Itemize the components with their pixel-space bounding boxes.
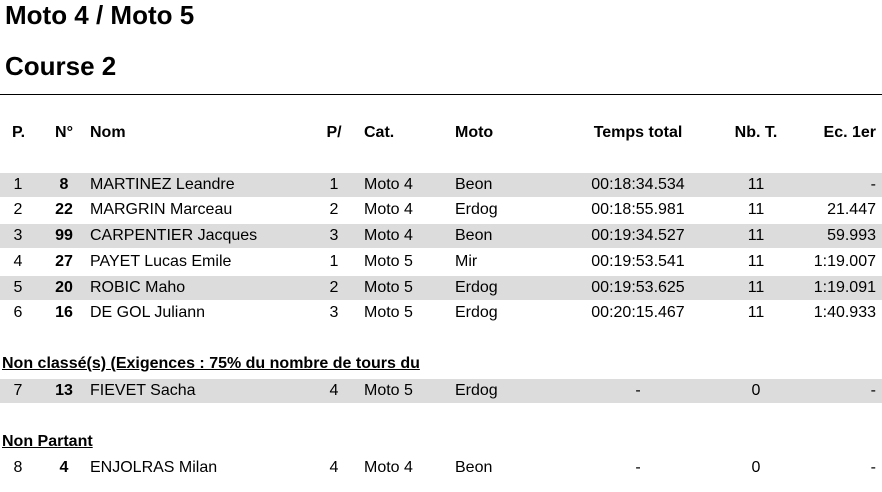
cell-temps: 00:18:34.534 <box>591 176 685 193</box>
table-row <box>0 379 882 403</box>
cell-pcat: 2 <box>329 201 339 218</box>
col-header-num: N° <box>55 124 73 141</box>
cell-nbt: 11 <box>747 227 765 244</box>
cell-pos: 1 <box>13 176 23 193</box>
non-classe-heading: Non classé(s) (Exigences : 75% du nombre de tours du <box>2 355 420 372</box>
cell-moto: Beon <box>455 459 493 476</box>
cell-moto: Erdog <box>455 382 498 399</box>
cell-nom: DE GOL Juliann <box>90 304 206 321</box>
cell-temps: 00:19:53.625 <box>591 279 685 296</box>
cell-ec: - <box>870 176 876 193</box>
table-header <box>0 121 882 145</box>
col-header-moto: Moto <box>455 124 494 141</box>
cell-pos: 2 <box>13 201 23 218</box>
cell-temps: - <box>635 459 641 476</box>
cell-ec: 21.447 <box>827 201 876 218</box>
cell-pos: 3 <box>13 227 23 244</box>
cell-cat: Moto 4 <box>364 227 413 244</box>
col-header-cat: Cat. <box>364 124 395 141</box>
cell-nom: FIEVET Sacha <box>90 382 196 399</box>
cell-ec: 1:19.091 <box>813 279 876 296</box>
cell-pcat: 4 <box>329 459 339 476</box>
cell-num: 16 <box>55 304 73 321</box>
cell-moto: Beon <box>455 176 493 193</box>
cell-pos: 4 <box>13 253 23 270</box>
table-row <box>0 224 882 248</box>
cell-num: 99 <box>55 227 73 244</box>
cell-nom: PAYET Lucas Emile <box>90 253 232 270</box>
col-header-nbt: Nb. T. <box>734 124 778 141</box>
table-row <box>0 456 882 480</box>
cell-pos: 7 <box>13 382 23 399</box>
cell-temps: 00:18:55.981 <box>591 201 685 218</box>
cell-nom: ROBIC Maho <box>90 279 186 296</box>
cell-num: 27 <box>55 253 73 270</box>
col-header-temps: Temps total <box>593 124 683 141</box>
cell-pos: 6 <box>13 304 23 321</box>
cell-nbt: 11 <box>747 176 765 193</box>
cell-temps: - <box>635 382 641 399</box>
cell-moto: Erdog <box>455 201 498 218</box>
cell-cat: Moto 5 <box>364 382 413 399</box>
title-divider <box>0 94 882 95</box>
page-subtitle: Course 2 <box>5 51 117 81</box>
table-row <box>0 301 882 325</box>
page-title: Moto 4 / Moto 5 <box>5 0 195 30</box>
cell-nom: MARTINEZ Leandre <box>90 176 235 193</box>
cell-pos: 8 <box>13 459 23 476</box>
cell-nbt: 11 <box>747 279 765 296</box>
cell-num: 13 <box>55 382 73 399</box>
col-header-pcat: P/ <box>326 124 342 141</box>
cell-temps: 00:20:15.467 <box>591 304 685 321</box>
col-header-nom: Nom <box>90 124 126 141</box>
cell-pcat: 3 <box>329 227 339 244</box>
non-partant-heading: Non Partant <box>2 433 93 450</box>
cell-ec: 1:19.007 <box>813 253 876 270</box>
cell-temps: 00:19:53.541 <box>591 253 685 270</box>
cell-num: 4 <box>59 459 69 476</box>
cell-num: 22 <box>55 201 73 218</box>
cell-pcat: 3 <box>329 304 339 321</box>
cell-num: 8 <box>59 176 69 193</box>
cell-ec: 1:40.933 <box>813 304 876 321</box>
table-row <box>0 250 882 274</box>
cell-nom: MARGRIN Marceau <box>90 201 233 218</box>
cell-moto: Beon <box>455 227 493 244</box>
cell-nbt: 11 <box>747 304 765 321</box>
cell-num: 20 <box>55 279 73 296</box>
col-header-ec: Ec. 1er <box>823 124 876 141</box>
cell-temps: 00:19:34.527 <box>591 227 685 244</box>
table-row <box>0 198 882 222</box>
cell-moto: Mir <box>455 253 478 270</box>
cell-moto: Erdog <box>455 279 498 296</box>
cell-nbt: 11 <box>747 201 765 218</box>
cell-nom: CARPENTIER Jacques <box>90 227 258 244</box>
cell-pcat: 2 <box>329 279 339 296</box>
cell-nbt: 0 <box>751 459 761 476</box>
cell-ec: - <box>870 382 876 399</box>
cell-pos: 5 <box>13 279 23 296</box>
cell-ec: 59.993 <box>827 227 876 244</box>
cell-cat: Moto 4 <box>364 459 413 476</box>
cell-pcat: 1 <box>329 176 339 193</box>
table-row <box>0 276 882 300</box>
cell-ec: - <box>870 459 876 476</box>
cell-cat: Moto 4 <box>364 201 413 218</box>
cell-moto: Erdog <box>455 304 498 321</box>
cell-nbt: 0 <box>751 382 761 399</box>
cell-nom: ENJOLRAS Milan <box>90 459 218 476</box>
cell-cat: Moto 5 <box>364 279 413 296</box>
cell-cat: Moto 5 <box>364 253 413 270</box>
cell-pcat: 1 <box>329 253 339 270</box>
table-row <box>0 173 882 197</box>
col-header-pos: P. <box>12 124 26 141</box>
cell-nbt: 11 <box>747 253 765 270</box>
cell-pcat: 4 <box>329 382 339 399</box>
cell-cat: Moto 4 <box>364 176 413 193</box>
cell-cat: Moto 5 <box>364 304 413 321</box>
